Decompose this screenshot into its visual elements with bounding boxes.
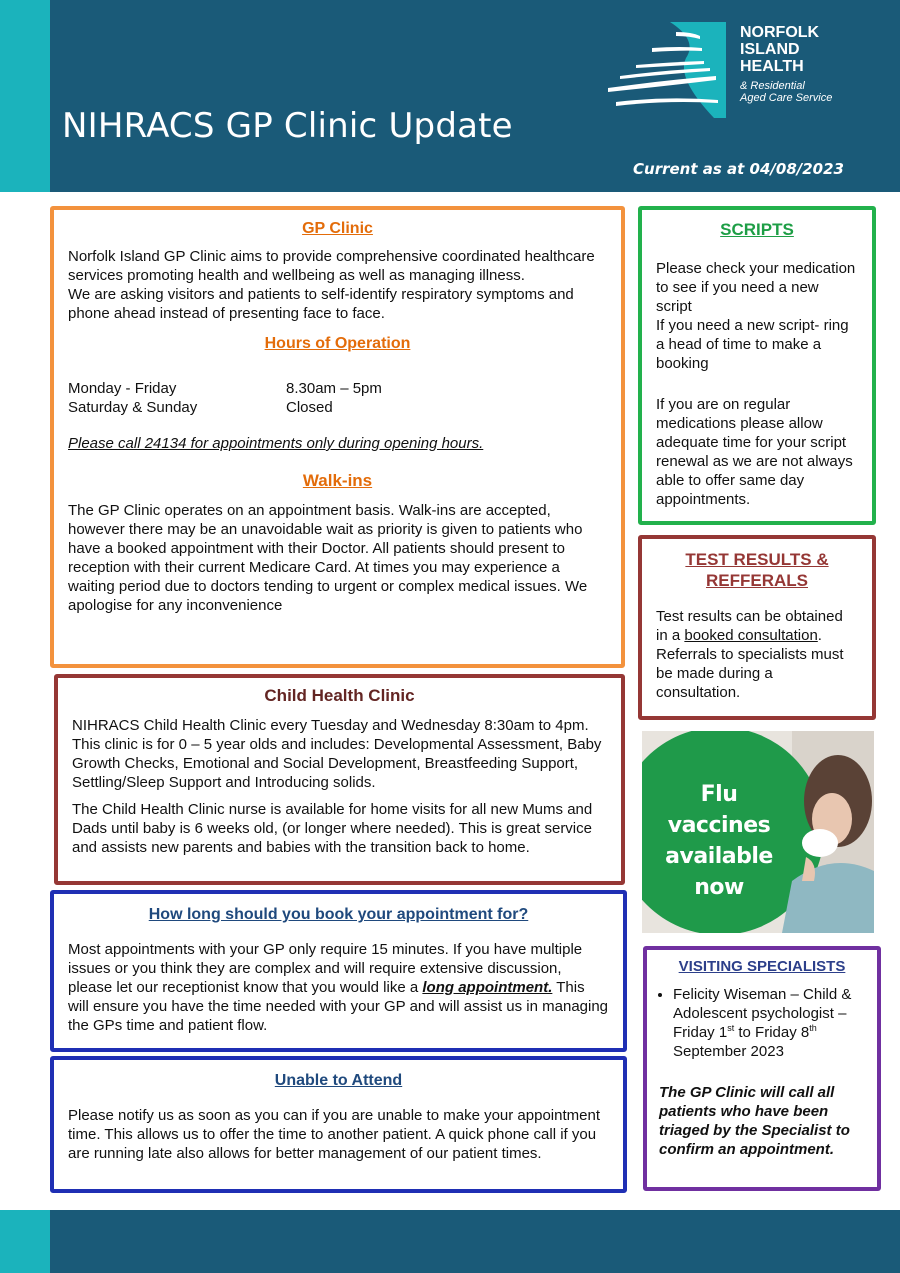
gp-clinic-request: We are asking visitors and patients to self-identify respiratory symptoms and phone ahead instead of presenting face to face. <box>68 286 574 322</box>
appointment-call-note: Please call 24134 for appointments only during opening hours. <box>68 435 484 452</box>
specialist-item <box>673 985 865 1061</box>
logo-name: NORFOLK ISLAND HEALTH <box>740 24 820 75</box>
hours-heading: Hours of Operation <box>264 335 411 352</box>
child-health-para1: NIHRACS Child Health Clinic every Tuesday and Wednesday 8:30am to 4pm. This clinic is for 0 – 5 year olds and includes: Developmental Assessment, Baby Growth Checks, Emotional and Social Development, Breastfeeding Support, Settling/Sleep Support and Introducing solids. <box>72 717 602 791</box>
gp-clinic-intro: Norfolk Island GP Clinic aims to provide comprehensive coordinated healthcare services promoting health and wellbeing as well as managing illness. <box>68 248 595 284</box>
tests-text-after: . Referrals to specialists must be made during a consultation. <box>656 627 844 701</box>
gp-clinic-box <box>50 206 625 668</box>
hours-time: Closed <box>286 399 333 416</box>
visiting-specialists-box <box>643 946 881 1191</box>
unable-text: Please notify us as soon as you can if you are unable to make your appointment time. This allows us to offer the time to another patient. A quick phone call if you are running late also allows for better management of our patient times. <box>68 1107 600 1162</box>
header-banner <box>0 0 900 192</box>
booking-length-box <box>50 890 627 1052</box>
tests-text-before: Test results can be obtained in a <box>656 608 843 644</box>
current-date: Current as at 04/08/2023 <box>633 160 844 178</box>
flu-line: Flu vaccines <box>667 782 771 838</box>
test-results-text <box>656 607 858 702</box>
test-results-heading: TEST RESULTS & REFFERALS <box>685 550 829 590</box>
page-title: NIHRACS GP Clinic Update <box>62 106 513 146</box>
scripts-para3: If you are on regular medications please allow adequate time for your script renewal as we are not always able to offer same day appointments. <box>656 396 853 508</box>
scripts-para2: If you need a new script- ring a head of time to make a booking <box>656 317 849 372</box>
specialist-note: The GP Clinic will call all patients who have been triaged by the Specialist to confirm an appointment. <box>659 1084 850 1158</box>
unable-to-attend-box <box>50 1056 627 1193</box>
scripts-box <box>638 206 876 525</box>
hours-days: Saturday & Sunday <box>68 399 198 416</box>
test-results-box <box>638 535 876 720</box>
specialists-list <box>659 985 865 1061</box>
footer-banner <box>0 1210 900 1273</box>
hours-days: Monday - Friday <box>68 380 177 397</box>
child-health-para2: The Child Health Clinic nurse is available for home visits for all new Mums and Dads until baby is 6 weeks old, (or longer where needed). This is great service and assists new parents and babies with the transition back to home. <box>72 801 593 856</box>
header-accent-strip <box>0 0 50 192</box>
logo-mark-icon <box>606 18 736 128</box>
scripts-para1: Please check your medication to see if you need a new script <box>656 260 856 315</box>
hours-row <box>68 379 607 398</box>
footer-accent-strip <box>0 1210 50 1273</box>
hours-table <box>68 379 607 417</box>
unable-heading: Unable to Attend <box>274 1072 403 1089</box>
flu-vaccine-banner <box>642 731 874 933</box>
hours-time: 8.30am – 5pm <box>286 380 382 397</box>
norfolk-island-health-logo <box>606 18 846 128</box>
visiting-heading: VISITING SPECIALISTS <box>678 958 846 975</box>
scripts-heading: SCRIPTS <box>720 220 794 239</box>
flu-line: now <box>694 875 744 900</box>
specialist-text: September 2023 <box>673 1043 784 1060</box>
child-health-heading: Child Health Clinic <box>264 686 415 705</box>
specialist-text: to Friday 8 <box>734 1024 810 1041</box>
booking-length-text <box>68 940 609 1035</box>
specialist-text: Felicity Wiseman – Child & Adolescent psychologist – Friday 1 <box>673 986 852 1041</box>
ordinal-suffix: st <box>727 1023 735 1033</box>
walkins-heading: Walk-ins <box>302 471 373 490</box>
booking-text-after: This will ensure you have the time needed with your GP and will assist us in managing the GPs time and patient flow. <box>68 979 609 1034</box>
logo-subtitle: & Residential Aged Care Service <box>740 80 833 104</box>
hours-row <box>68 398 607 417</box>
long-appointment-emphasis: long appointment. <box>422 979 553 996</box>
child-health-box <box>54 674 625 885</box>
ordinal-suffix: th <box>809 1023 817 1033</box>
booking-text-before: Most appointments with your GP only require 15 minutes. If you have multiple issues or you think they are complex and will require extensive discussion, please let our receptionist know that you would like a <box>68 941 583 996</box>
booked-consultation-link: booked consultation <box>684 627 818 644</box>
booking-length-heading: How long should you book your appointment for? <box>148 906 529 923</box>
walkins-text: The GP Clinic operates on an appointment basis. Walk-ins are accepted, however there may be an unavoidable wait as priority is given to patients who have a booked appointment with their Doctor. All patients should present to reception with their current Medicare Card. At times you may experience a waiting period due to doctors tending to urgent or complex medical issues. We apologise for any inconvenience <box>68 502 588 614</box>
gp-clinic-heading: GP Clinic <box>302 220 373 237</box>
flu-line: available <box>665 844 773 869</box>
flu-banner-text <box>650 779 788 903</box>
